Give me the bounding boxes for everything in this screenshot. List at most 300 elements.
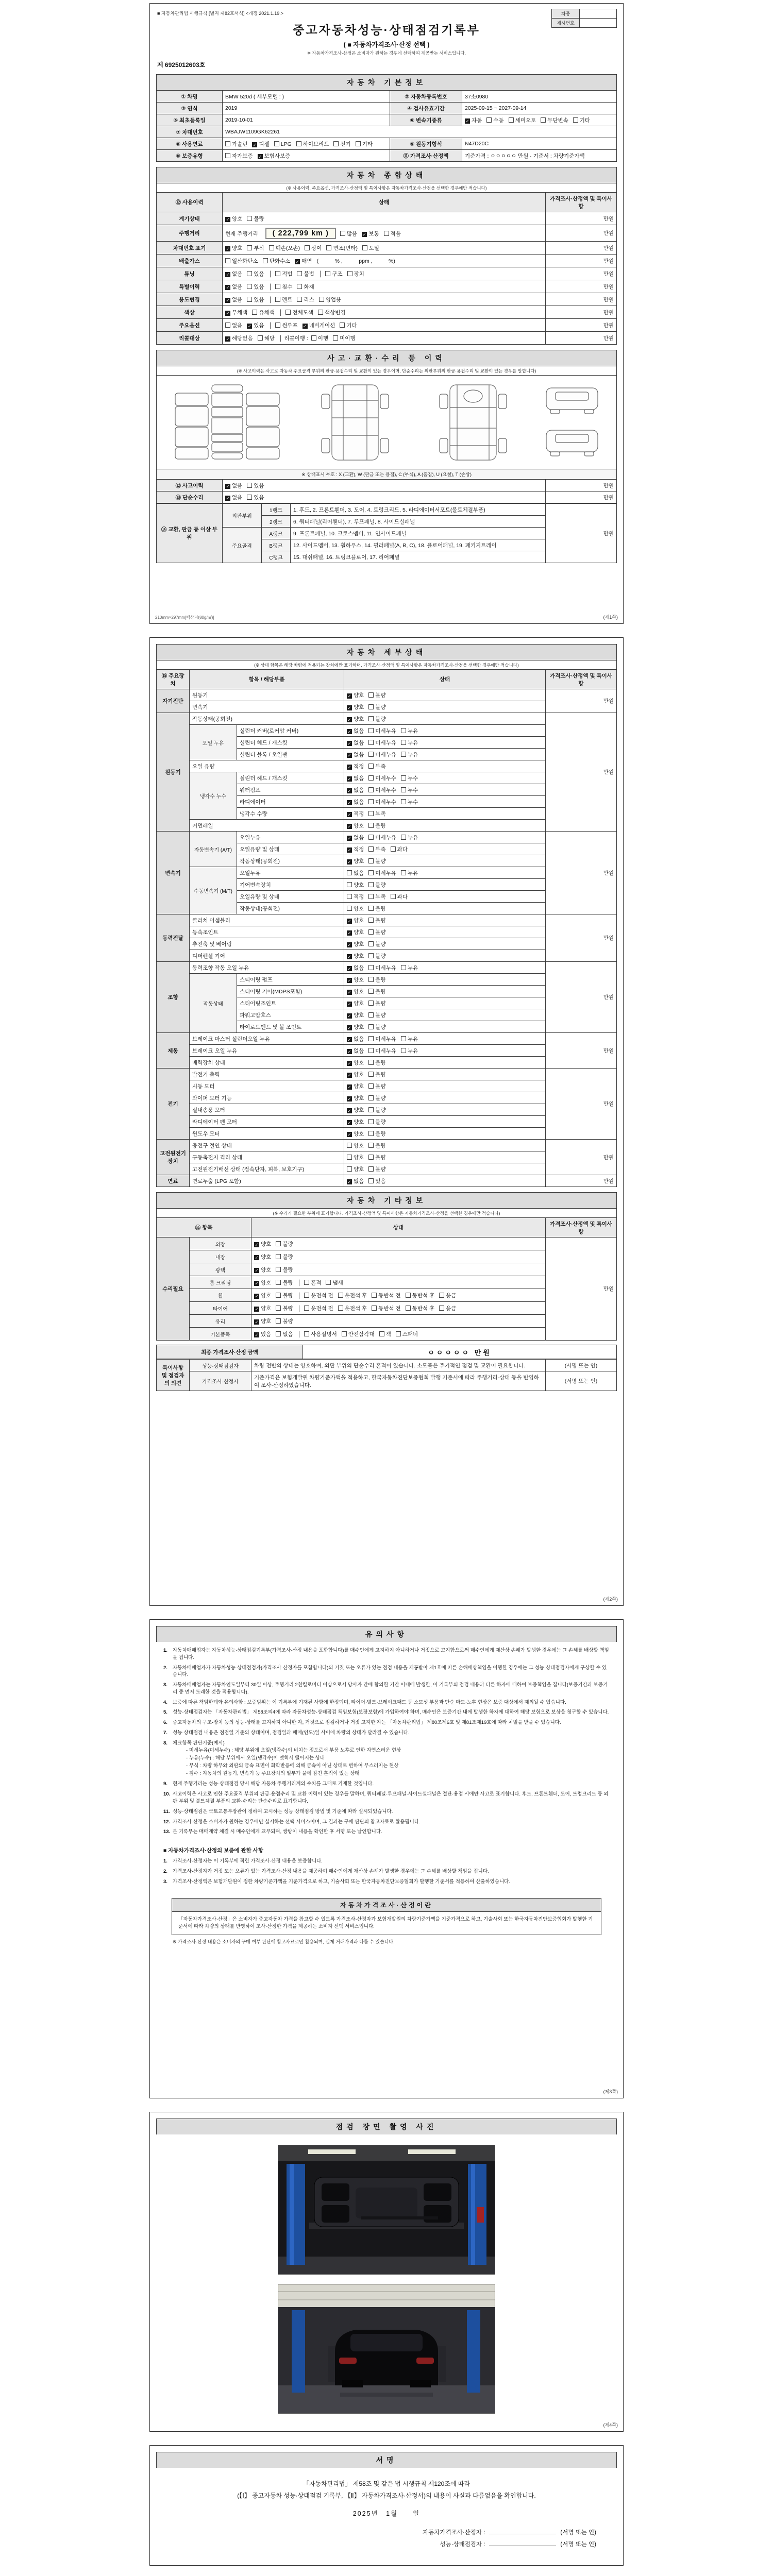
checkbox-option[interactable]	[276, 1317, 293, 1325]
checkbox-option[interactable]	[368, 786, 396, 794]
option-label: 있음	[254, 482, 264, 489]
checkbox-option[interactable]	[347, 1177, 364, 1185]
checkbox-option[interactable]	[347, 739, 364, 747]
page-5-signature	[149, 2445, 624, 2566]
checkbox-option[interactable]	[368, 1154, 385, 1161]
checkbox-option[interactable]	[225, 215, 242, 223]
checkbox-option[interactable]	[368, 964, 396, 972]
checkbox-option[interactable]	[254, 1240, 271, 1248]
checkbox-option[interactable]	[326, 1279, 343, 1286]
checkbox-option[interactable]	[368, 739, 396, 747]
checkbox-option[interactable]	[368, 1165, 385, 1173]
device-label: 연료	[157, 1175, 190, 1187]
checkbox-option[interactable]	[258, 152, 291, 160]
checkbox-option[interactable]	[347, 691, 364, 699]
checkbox-option[interactable]	[368, 928, 385, 936]
checkbox-option[interactable]	[465, 116, 482, 124]
checkbox-option[interactable]	[347, 1035, 364, 1043]
state-options	[344, 737, 546, 749]
checkbox-option[interactable]	[296, 140, 329, 148]
option-label: 부족	[375, 893, 386, 900]
checkbox-option[interactable]	[401, 869, 418, 877]
empty-box-icon	[276, 1280, 281, 1285]
summary-row	[157, 267, 617, 280]
checkbox-option[interactable]	[276, 1292, 293, 1299]
price-cell: 만원	[546, 242, 617, 255]
checkbox-option[interactable]	[347, 917, 364, 924]
row-state	[223, 293, 546, 306]
checkbox-option[interactable]	[304, 1304, 333, 1312]
checkbox-option[interactable]	[356, 140, 373, 148]
checkbox-option[interactable]	[225, 334, 253, 342]
detail-row	[157, 962, 617, 974]
option-label: 적정	[354, 846, 364, 853]
state-options	[344, 1116, 546, 1128]
checkbox-option[interactable]	[368, 810, 385, 818]
odometer-reading: ( 222,799 km )	[265, 228, 336, 239]
checkbox-option[interactable]	[368, 917, 385, 924]
notice-text: 본 기록부는 매매계약 체결 시 매수인에게 교부되며, 쌍방이 내용을 확인한 후 서명 또는 날인합니다.	[173, 1829, 382, 1835]
checkbox-option[interactable]	[401, 1047, 418, 1055]
checkbox-option[interactable]	[362, 244, 379, 252]
checkbox-option[interactable]	[368, 1047, 396, 1055]
checkbox-option[interactable]	[347, 1023, 364, 1031]
checkbox-option[interactable]	[368, 1094, 385, 1102]
opinion-side-label: 특이사항 및 점검자의 의견	[157, 1360, 190, 1391]
checkbox-option[interactable]	[368, 857, 385, 865]
option-label: 있음	[254, 494, 264, 501]
checkbox-option[interactable]	[368, 1118, 385, 1126]
field-value: 2019	[223, 103, 390, 114]
checkbox-option[interactable]	[338, 1292, 367, 1299]
checkbox-option[interactable]	[247, 321, 264, 329]
detail-row	[157, 914, 617, 926]
inline-text: │	[297, 1279, 301, 1286]
checkbox-option[interactable]	[391, 845, 408, 853]
checkbox-option[interactable]	[225, 321, 242, 329]
checkbox-option[interactable]	[379, 1330, 391, 1338]
checkbox-option[interactable]	[347, 1082, 364, 1090]
empty-box-icon	[379, 1331, 384, 1336]
checkbox-option[interactable]	[406, 1292, 435, 1299]
checkbox-option[interactable]	[297, 270, 314, 278]
checkbox-option[interactable]	[368, 1082, 385, 1090]
item-label: 구동축전지 격리 상태	[190, 1151, 344, 1163]
option-label: 도말	[369, 245, 380, 251]
state-options	[344, 903, 546, 914]
checkbox-option[interactable]	[276, 1330, 293, 1338]
checkbox-option[interactable]	[368, 762, 385, 770]
checkbox-option[interactable]	[247, 494, 264, 501]
checkbox-option[interactable]	[347, 727, 364, 735]
option-label: 양호	[354, 1095, 364, 1101]
checked-box-icon: ✓	[347, 1072, 351, 1078]
option-label: 침수	[282, 283, 293, 290]
state-options	[344, 725, 546, 737]
checkbox-option[interactable]	[401, 774, 418, 782]
exchange-label: ⑭ 교환, 판금 등 이상 부위	[157, 504, 223, 563]
checkbox-option[interactable]	[347, 703, 364, 711]
checkbox-option[interactable]	[401, 727, 418, 735]
photo-area	[156, 2134, 617, 2418]
checkbox-option[interactable]	[333, 334, 355, 342]
checkbox-option[interactable]	[368, 1011, 385, 1019]
checkbox-option[interactable]	[368, 834, 396, 841]
field-value: 2019-10-01	[223, 114, 390, 126]
checkbox-option[interactable]	[311, 334, 328, 342]
summary-header-state: 상태	[223, 193, 546, 212]
checkbox-option[interactable]	[304, 1330, 337, 1338]
checkbox-option[interactable]	[225, 494, 242, 501]
checkbox-option[interactable]	[368, 905, 385, 912]
checkbox-option[interactable]	[326, 244, 358, 252]
checkbox-option[interactable]	[347, 1094, 364, 1102]
checkbox-option[interactable]	[225, 140, 247, 148]
checkbox-option[interactable]	[372, 1304, 401, 1312]
checkbox-option[interactable]	[276, 1279, 293, 1286]
checkbox-option[interactable]	[274, 141, 292, 147]
checkbox-option[interactable]	[254, 1317, 271, 1325]
checkbox-option[interactable]	[368, 715, 385, 723]
checkbox-option[interactable]	[406, 1304, 435, 1312]
checkbox-option[interactable]	[368, 1177, 385, 1185]
signature-line	[489, 2540, 556, 2546]
checkbox-option[interactable]	[225, 270, 242, 278]
empty-box-icon	[439, 1293, 444, 1298]
checkbox-option[interactable]	[347, 822, 364, 829]
empty-box-icon	[368, 1155, 374, 1160]
checkbox-option[interactable]	[347, 1059, 364, 1066]
checkbox-option[interactable]	[297, 283, 314, 291]
checkbox-option[interactable]	[347, 952, 364, 960]
empty-box-icon	[368, 716, 374, 721]
checkbox-option[interactable]	[347, 928, 364, 936]
row-state	[223, 280, 546, 293]
notice-item	[163, 1868, 610, 1875]
price-cell: 만원	[546, 280, 617, 293]
checkbox-option[interactable]	[269, 244, 300, 252]
checkbox-option[interactable]	[401, 964, 418, 972]
option-label: 불법	[304, 270, 314, 277]
checkbox-option[interactable]	[225, 482, 242, 489]
checkbox-option[interactable]	[368, 751, 396, 758]
checkbox-option[interactable]	[347, 751, 364, 758]
option-label: 동반석 후	[412, 1292, 435, 1299]
checkbox-option[interactable]	[541, 116, 568, 124]
checkbox-option[interactable]	[342, 1330, 375, 1338]
empty-box-icon	[338, 1293, 343, 1298]
option-label: 보험사보증	[264, 152, 291, 159]
checkbox-option[interactable]	[347, 1106, 364, 1114]
checkbox-option[interactable]	[401, 798, 418, 806]
checkbox-option[interactable]	[297, 296, 314, 303]
empty-box-icon	[368, 870, 374, 875]
checkbox-option[interactable]	[347, 1011, 364, 1019]
checkbox-option[interactable]	[372, 1292, 401, 1299]
detail-row	[157, 1033, 617, 1045]
checkbox-option[interactable]	[401, 1035, 418, 1043]
checkbox-option[interactable]	[247, 296, 264, 303]
checkbox-option[interactable]	[347, 762, 364, 770]
checkbox-option[interactable]	[401, 739, 418, 747]
checkbox-option[interactable]	[254, 1279, 271, 1286]
checkbox-option[interactable]	[486, 116, 503, 124]
checked-box-icon: ✓	[347, 1120, 351, 1125]
checkbox-option[interactable]	[347, 988, 364, 995]
checkbox-option[interactable]	[225, 244, 242, 252]
empty-box-icon	[368, 752, 374, 757]
checkbox-option[interactable]	[347, 798, 364, 806]
checkbox-option[interactable]	[247, 244, 264, 252]
checkbox-option[interactable]	[368, 845, 385, 853]
item-label: 연료누출 (LPG 포함)	[190, 1175, 344, 1187]
item-label: 오일 유량	[190, 760, 344, 772]
notice-number: 4.	[163, 1699, 167, 1705]
option-label: 수동	[493, 117, 504, 124]
checkbox-option[interactable]	[319, 296, 341, 303]
price-cell: 만원	[546, 713, 617, 832]
checkbox-option[interactable]	[258, 334, 275, 342]
row-label: 주행거리	[157, 225, 223, 242]
checkbox-option[interactable]	[225, 309, 247, 316]
notice-text: 자동차매매업자가 자동차성능·상태점검자(가격조사·산정자를 포함합니다)의 거짓 또는 오류가 있는 점검 내용을 제공받아 제1호에 따른 손해배상책임을 이행한 경우에는 그 성능·상태점검자에게 구상할 수 있습니다.	[173, 1665, 607, 1678]
checkbox-option[interactable]	[396, 1330, 418, 1338]
summary-row	[157, 319, 617, 332]
item-label: 실린더 헤드 / 개스킷	[237, 737, 344, 749]
checkbox-option[interactable]	[368, 1035, 396, 1043]
item-label: 타이어	[190, 1302, 251, 1315]
signature-date: 2025년 1월 일	[352, 2510, 421, 2517]
state-options	[251, 1238, 546, 1250]
page-4-photos	[149, 2112, 624, 2432]
checkbox-option[interactable]	[275, 270, 292, 278]
checkbox-option[interactable]	[285, 309, 313, 316]
empty-box-icon	[401, 1048, 406, 1053]
checkbox-option[interactable]	[325, 270, 342, 278]
checkbox-option[interactable]	[347, 881, 364, 889]
empty-box-icon	[368, 941, 374, 946]
checkbox-option[interactable]	[247, 482, 264, 489]
option-label: 사용설명서	[311, 1331, 337, 1337]
checkbox-option[interactable]	[368, 893, 385, 901]
checkbox-option[interactable]	[347, 1154, 364, 1161]
option-label: 구조	[332, 270, 343, 277]
checkbox-option[interactable]	[247, 215, 264, 223]
checkbox-option[interactable]	[573, 116, 590, 124]
detail-row	[157, 1175, 617, 1187]
state-options	[344, 784, 546, 796]
checkbox-option[interactable]	[368, 1106, 385, 1114]
checkbox-option[interactable]	[368, 1130, 385, 1138]
checkbox-option[interactable]	[391, 893, 408, 901]
checkbox-option[interactable]	[368, 691, 385, 699]
checked-box-icon: ✓	[347, 954, 351, 959]
rank-label: 2랭크	[262, 516, 291, 528]
checkbox-option[interactable]	[368, 976, 385, 984]
checkbox-option[interactable]	[225, 296, 242, 303]
empty-box-icon	[372, 1293, 377, 1298]
checkbox-option[interactable]	[254, 1266, 271, 1274]
checkbox-option[interactable]	[439, 1292, 456, 1299]
checkbox-option[interactable]	[225, 283, 242, 291]
checkbox-option[interactable]	[275, 296, 292, 303]
checkbox-option[interactable]	[340, 321, 357, 329]
checkbox-option[interactable]	[338, 1304, 367, 1312]
checked-box-icon: ✓	[347, 942, 351, 947]
checkbox-option[interactable]	[401, 834, 418, 841]
checkbox-option[interactable]	[401, 751, 418, 758]
empty-box-icon	[275, 271, 280, 276]
checkbox-option[interactable]	[252, 140, 269, 148]
checkbox-option[interactable]	[276, 1240, 293, 1248]
checkbox-option[interactable]	[252, 309, 274, 316]
row-state	[223, 480, 546, 492]
checkbox-option[interactable]	[254, 1253, 271, 1261]
checkbox-option[interactable]	[347, 715, 364, 723]
item-label: 실린더 블록 / 오일팬	[237, 749, 344, 760]
option-label: 불량	[375, 1166, 386, 1173]
checkbox-option[interactable]	[368, 952, 385, 960]
checkbox-option[interactable]	[347, 1130, 364, 1138]
checkbox-option[interactable]	[263, 257, 291, 265]
checkbox-option[interactable]	[254, 1292, 271, 1299]
empty-box-icon	[401, 870, 406, 875]
checkbox-option[interactable]	[254, 1304, 271, 1312]
inline-text: │	[297, 1331, 301, 1337]
option-label: 누수	[407, 775, 418, 782]
checkbox-option[interactable]	[368, 1071, 385, 1078]
row-label: ⑫ 사고이력	[157, 480, 223, 492]
option-label: 양호	[261, 1266, 272, 1273]
checkbox-option[interactable]	[509, 116, 536, 124]
checkbox-option[interactable]	[368, 881, 385, 889]
checkbox-option[interactable]	[305, 244, 322, 252]
checkbox-option[interactable]	[368, 988, 385, 995]
checkbox-option[interactable]	[347, 1118, 364, 1126]
checkbox-option[interactable]	[401, 786, 418, 794]
checkbox-option[interactable]	[368, 774, 396, 782]
state-options	[344, 843, 546, 855]
notice-text: 현재 주행거리는 성능·상태점검 당시 해당 자동차 주행거리계의 수치를 그대로 기재한 것입니다.	[173, 1781, 374, 1787]
checkbox-option[interactable]	[295, 257, 312, 265]
notice-item	[163, 1647, 610, 1662]
option-label: 미세누유	[375, 751, 396, 758]
checkbox-option[interactable]	[225, 152, 253, 160]
item-label: 파워고압호스	[237, 1009, 344, 1021]
empty-box-icon	[304, 1293, 309, 1298]
checkbox-option[interactable]	[347, 810, 364, 818]
checkbox-option[interactable]	[304, 1279, 321, 1286]
state-options	[344, 760, 546, 772]
checkbox-option[interactable]	[362, 230, 379, 238]
checkbox-option[interactable]	[347, 857, 364, 865]
section-title-basic: 자동차 기본정보	[156, 74, 617, 90]
checkbox-option[interactable]	[368, 727, 396, 735]
checkbox-option[interactable]	[303, 321, 335, 329]
checkbox-option[interactable]	[368, 1023, 385, 1031]
checkbox-option[interactable]	[347, 774, 364, 782]
checkbox-option[interactable]	[368, 1059, 385, 1066]
checkbox-option[interactable]	[347, 976, 364, 984]
checkbox-option[interactable]	[247, 283, 264, 291]
checkbox-option[interactable]	[368, 869, 396, 877]
checkbox-option[interactable]	[347, 1047, 364, 1055]
notice-number: 3.	[163, 1878, 167, 1885]
checkbox-option[interactable]	[347, 786, 364, 794]
empty-box-icon	[225, 258, 230, 263]
checkbox-option[interactable]	[384, 230, 401, 238]
field-label: ③ 연식	[157, 103, 223, 114]
checkbox-option[interactable]	[347, 1142, 364, 1149]
checkbox-option[interactable]	[368, 703, 385, 711]
checkbox-option[interactable]	[347, 270, 364, 278]
checkbox-option[interactable]	[347, 1071, 364, 1078]
item-label: 라디에이터 팬 모터	[190, 1116, 344, 1128]
option-label: 불량	[375, 929, 386, 936]
empty-box-icon	[275, 284, 280, 289]
checkbox-option[interactable]	[276, 1304, 293, 1312]
checkbox-option[interactable]	[347, 999, 364, 1007]
state-options	[344, 891, 546, 903]
checkbox-option[interactable]	[247, 270, 264, 278]
rank-parts: 9. 프론트패널, 10. 크로스멤버, 11. 인사이드패널	[291, 528, 546, 539]
checkbox-option[interactable]	[333, 140, 350, 148]
option-label: 불량	[375, 941, 386, 947]
checkbox-option[interactable]	[347, 940, 364, 948]
checkbox-option[interactable]	[439, 1304, 456, 1312]
checkbox-option[interactable]	[276, 1253, 293, 1261]
summary-row	[157, 242, 617, 255]
option-label: 불량	[375, 716, 386, 722]
detail-header-item: 항목 / 해당부품	[190, 670, 344, 689]
notice-number: 11.	[163, 1808, 170, 1815]
checkbox-option[interactable]	[347, 1165, 364, 1173]
checkbox-option[interactable]	[368, 1142, 385, 1149]
accident-history-row	[157, 480, 617, 492]
checkbox-option[interactable]	[347, 834, 364, 841]
checkbox-option[interactable]	[347, 869, 364, 877]
checkbox-option[interactable]	[368, 798, 396, 806]
price-cell: 만원	[546, 225, 617, 242]
checkbox-option[interactable]	[368, 999, 385, 1007]
checkbox-option[interactable]	[304, 1292, 333, 1299]
checkbox-option[interactable]	[368, 822, 385, 829]
checkbox-option[interactable]	[347, 845, 364, 853]
empty-box-icon	[368, 1024, 374, 1029]
row-state	[223, 255, 546, 267]
checkbox-option[interactable]	[318, 309, 346, 316]
checkbox-option[interactable]	[275, 321, 297, 329]
checked-box-icon: ✓	[255, 1255, 259, 1260]
row-label: 주요옵션	[157, 319, 223, 332]
checkbox-option[interactable]	[368, 940, 385, 948]
checkbox-option[interactable]	[340, 230, 357, 238]
checkbox-option[interactable]	[275, 283, 292, 291]
final-price-value: ㅇㅇㅇㅇㅇ 만원	[303, 1345, 617, 1359]
option-label: 불량	[375, 882, 386, 888]
checkbox-option[interactable]	[347, 893, 364, 901]
option-label: 잭	[385, 1331, 391, 1337]
checkbox-option[interactable]	[225, 257, 258, 265]
price-cell: 만원	[546, 492, 617, 503]
rank-parts: 1. 후드, 2. 프론트휀더, 3. 도어, 4. 트렁크리드, 5. 라디에이터서포트(볼트체결부품)	[291, 504, 546, 516]
state-options	[344, 867, 546, 879]
checkbox-option[interactable]	[254, 1330, 271, 1338]
checkbox-option[interactable]	[347, 964, 364, 972]
checkbox-option[interactable]	[276, 1266, 293, 1274]
checkbox-option[interactable]	[347, 905, 364, 912]
option-label: 불량	[282, 1266, 293, 1273]
